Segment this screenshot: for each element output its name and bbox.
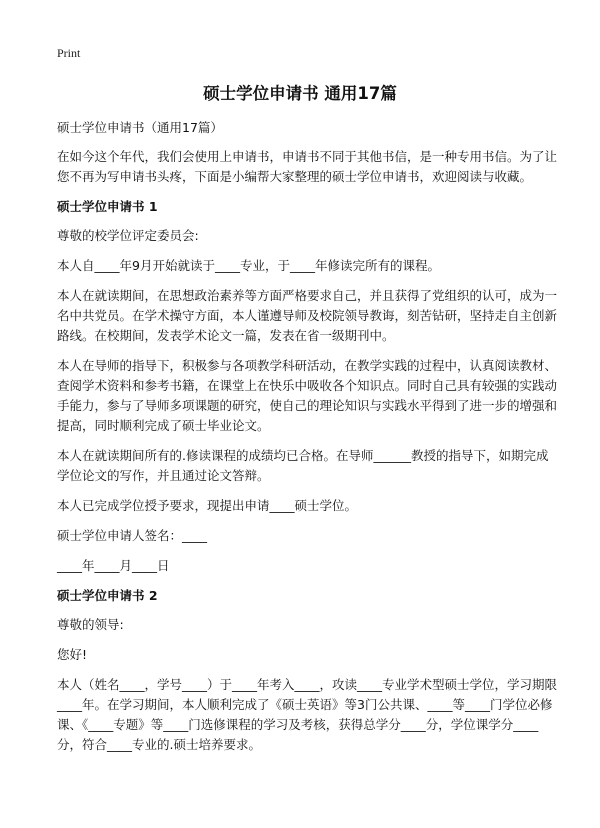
section-2-heading: 硕士学位申请书 2: [57, 588, 158, 603]
section-1-signature: 硕士学位申请人签名：____: [57, 528, 208, 543]
section-1-greeting: 尊敬的校学位评定委员会:: [57, 228, 199, 243]
section-1-paragraph-5: 本人已完成学位授予要求，现提出申请____硕士学位。: [57, 498, 358, 513]
page-title: 硕士学位申请书 通用17篇: [203, 84, 397, 103]
section-1-paragraph-3: 本人在导师的指导下，积极参与各项教学科研活动，在教学实践的过程中，认真阅读教材、查阅学术资料和参考书籍，在课堂上在快乐中吸收各个知识点。同时自己具有较强的实践动手能力，参与了导师多项课题的研究，使自己的理论知识与实践水平得到了进一步的增强和提高，同时顺利完成了硕士毕业论文。: [57, 358, 558, 433]
section-1-paragraph-4: 本人在就读期间所有的.修读课程的成绩均已合格。在导师______教授的指导下，如期完成学位论文的写作，并且通过论文答辩。: [57, 448, 549, 483]
section-1-paragraph-1: 本人自____年9月开始就读于____专业，于____年修读完所有的课程。: [57, 258, 440, 273]
print-label[interactable]: Print: [57, 46, 81, 60]
document-body: [57, 118, 557, 755]
section-2-hello: 您好!: [57, 647, 88, 662]
intro-paragraph: 在如今这个年代，我们会使用上申请书，申请书不同于其他书信，是一种专用书信。为了让您不再为写申请书头疼，下面是小编帮大家整理的硕士学位申请书，欢迎阅读与收藏。: [57, 149, 558, 184]
section-2-paragraph-1: 本人（姓名____，学号____）于____年考入____，攻读____专业学术型硕士学位，学习期限____年。在学习期间，本人顺利完成了《硕士英语》等3门公共课、____等____门学位必修课、《____专题》等____门选修课程的学习及考核，获得总学分____分，学位课学分____分，符合____专业的.硕士培养要求。: [57, 677, 558, 752]
section-2-greeting: 尊敬的领导:: [57, 617, 124, 632]
section-1-date: ____年____月____日: [57, 558, 170, 573]
document-subtitle: 硕士学位申请书（通用17篇）: [57, 120, 223, 135]
section-1-heading: 硕士学位申请书 1: [57, 199, 158, 214]
section-1-paragraph-2: 本人在就读期间，在思想政治素养等方面严格要求自己，并且获得了党组织的认可，成为一名中共党员。在学术操守方面，本人谨遵导师及校院领导教诲，刻苦钻研，坚持走自主创新路线。在校期间，发表学术论文一篇，发表在省一级期刊中。: [57, 288, 558, 343]
